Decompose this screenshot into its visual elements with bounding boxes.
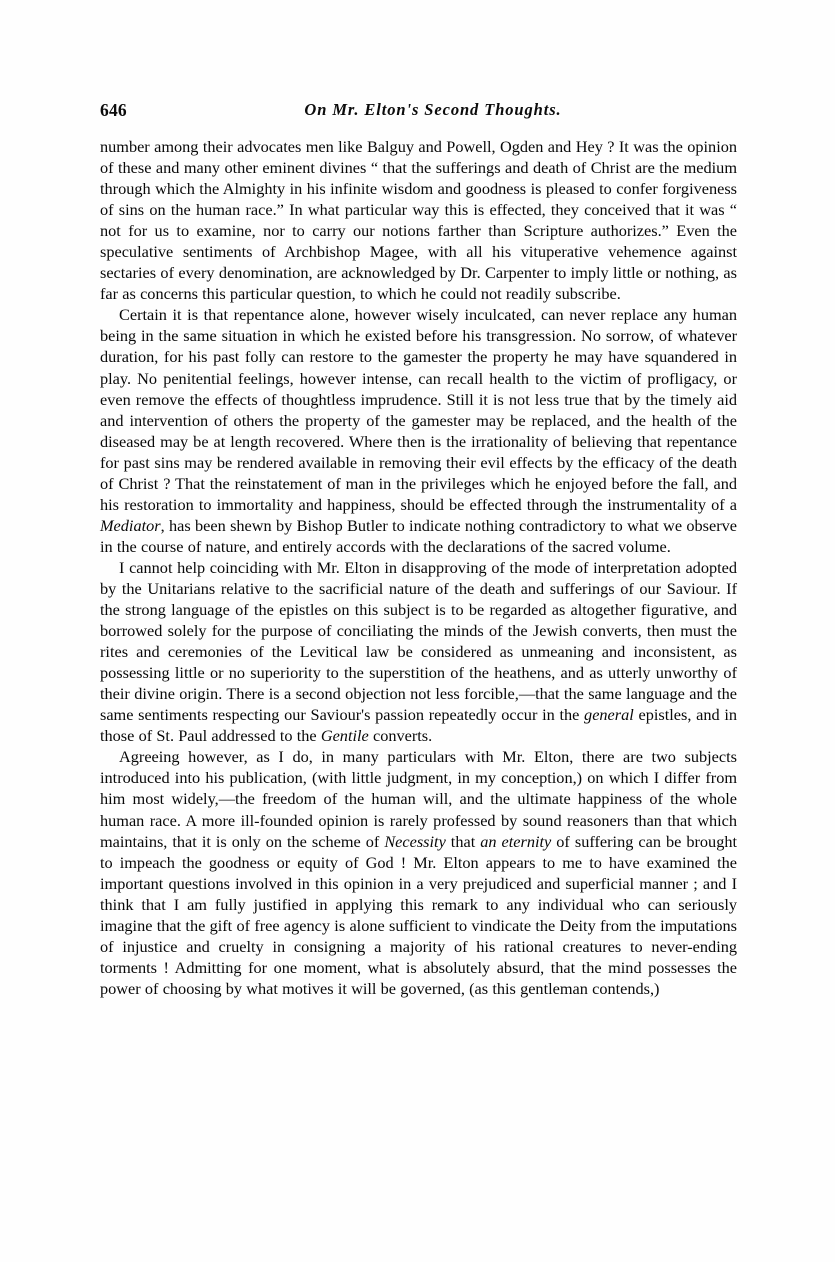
emphasized-text: Necessity [384, 831, 446, 851]
emphasized-text: Mediator [100, 515, 161, 535]
text-run: , has been shewn by Bishop Butler to indicate nothing contradictory to what we observe in the course of nature, and entirely accords with the declarations of the sacred volume. [100, 515, 737, 556]
text-run: number among their advocates men like Balguy and Powell, Ogden and Hey ? It was the opinion of these and many other eminent divines “ that the sufferings and death of Christ are the medium through which the Almighty in his infinite wisdom and goodness is pleased to confer forgiveness of sins on the human race.” In what particular way this is effected, they conceived that it was “ not for us to examine, nor to carry our notions farther than Scripture authorizes.” Even the speculative sentiments of Archbishop Magee, with all his vituperative vehemence against sectaries of every denomination, are acknowledged by Dr. Carpenter to imply little or nothing, as far as concerns this particular question, to which he could not readily subscribe. [100, 137, 737, 304]
body-text-block [100, 136, 737, 999]
emphasized-text: an eternity [480, 831, 552, 851]
running-head-title: On Mr. Elton's Second Thoughts. [304, 100, 562, 119]
text-run: I cannot help coinciding with Mr. Elton in disapproving of the mode of interpretation adopted by the Unitarians relative to the sacrificial nature of the death and sufferings of our Saviour. If the strong language of the epistles on this subject is to be regarded as altogether figurative, and borrowed solely for the purpose of conciliating the minds of the Jewish converts, then must the rites and ceremonies of the Levitical law be considered as unmeaning and inconsistent, as possessing little or no superiority to the superstition of the heathens, and as utterly unworthy of their divine origin. There is a second objection not less forcible,—that the same language and the same sentiments respecting our Saviour's passion repeatedly occur in the [100, 557, 737, 725]
running-head [100, 99, 736, 123]
text-run: converts. [368, 726, 433, 746]
body-paragraph [100, 304, 737, 557]
page-number: 646 [100, 100, 127, 120]
body-paragraph [100, 136, 737, 304]
text-run: Agreeing however, as I do, in many particulars with Mr. Elton, there are two subjects introduced into his publication, (with little judgment, in my conception,) on which I differ from him most widely,—the freedom of the human will, and the ultimate happiness of the whole human race. A more ill-founded opinion is rarely professed by sound reasoners than that which maintains, that it is only on the scheme of [100, 747, 737, 851]
emphasized-text: general [584, 705, 634, 725]
text-run: of suffering can be brought to impeach the goodness or equity of God ! Mr. Elton appears to me to have examined the important questions involved in this opinion in a very prejudiced and superficial manner ; and I think that I am fully justified in applying this remark to any individual who can seriously imagine that the gift of free agency is alone sufficient to vindicate the Deity from the imputations of injustice and cruelty in consigning a majority of his rational creatures to never-ending torments ! Admitting for one moment, what is absolutely absurd, that the mind possesses the power of choosing by what motives it will be governed, (as this gentleman contends,) [100, 831, 737, 998]
body-paragraph [100, 557, 737, 746]
text-run: Certain it is that repentance alone, however wisely inculcated, can never replace any human being in the same situation in which he existed before his transgression. No sorrow, of whatever duration, for his past folly can restore to the gamester the property he may have squandered in play. No penitential feelings, however intense, can recall health to the victim of profligacy, or even remove the effects of thoughtless imprudence. Still it is not less true that by the timely aid and intervention of others the property of the gamester may be replaced, and the health of the diseased may be at length recovered. Where then is the irrationality of believing that repentance for past sins may be rendered available in removing their evil effects by the efficacy of the death of Christ ? That the reinstatement of man in the privileges which he enjoyed before the fall, and his restoration to immortality and happiness, should be effected through the instrumentality of a [100, 305, 737, 514]
text-run: epistles, and in those of St. Paul addressed to the [100, 705, 737, 746]
emphasized-text: Gentile [320, 726, 369, 746]
body-paragraph [100, 746, 737, 999]
text-run: that [445, 831, 481, 851]
